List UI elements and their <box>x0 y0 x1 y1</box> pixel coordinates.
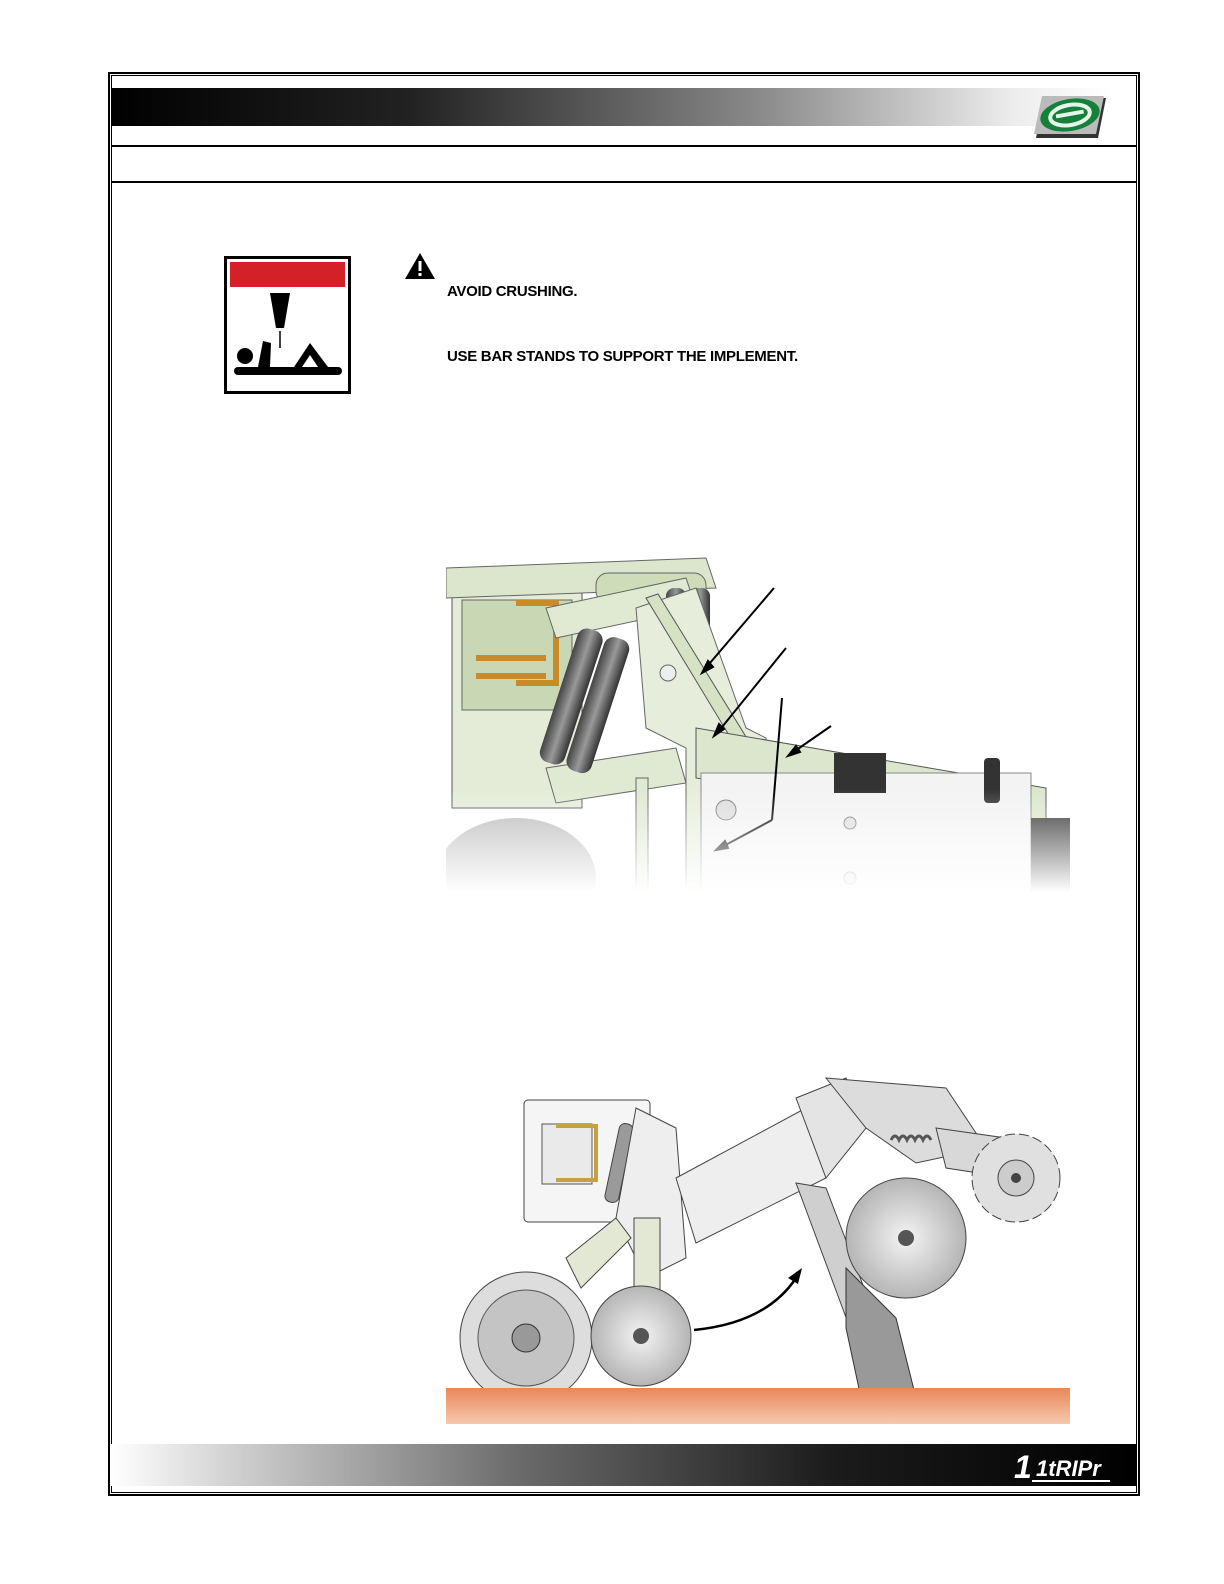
footer-bar <box>111 1444 1137 1486</box>
warning-triangle-icon <box>404 252 436 280</box>
warning-line-1: AVOID CRUSHING. <box>447 283 578 300</box>
row-unit-illustration <box>446 1068 1070 1424</box>
hazard-header <box>230 262 345 287</box>
svg-text:1: 1 <box>1014 1450 1032 1484</box>
header-rule-bottom <box>111 181 1137 183</box>
crush-hazard-icon <box>224 256 351 394</box>
header-bar <box>111 88 1111 126</box>
header-rule-top <box>111 145 1137 147</box>
brand-circle-logo-icon <box>1030 92 1110 140</box>
warning-line-2: USE BAR STANDS TO SUPPORT THE IMPLEMENT. <box>447 348 798 365</box>
1tripr-logo <box>1012 1450 1122 1484</box>
svg-text:1tRIPr: 1tRIPr <box>1036 1456 1101 1481</box>
crush-figure <box>230 293 345 388</box>
linkage-illustration <box>446 548 1070 892</box>
